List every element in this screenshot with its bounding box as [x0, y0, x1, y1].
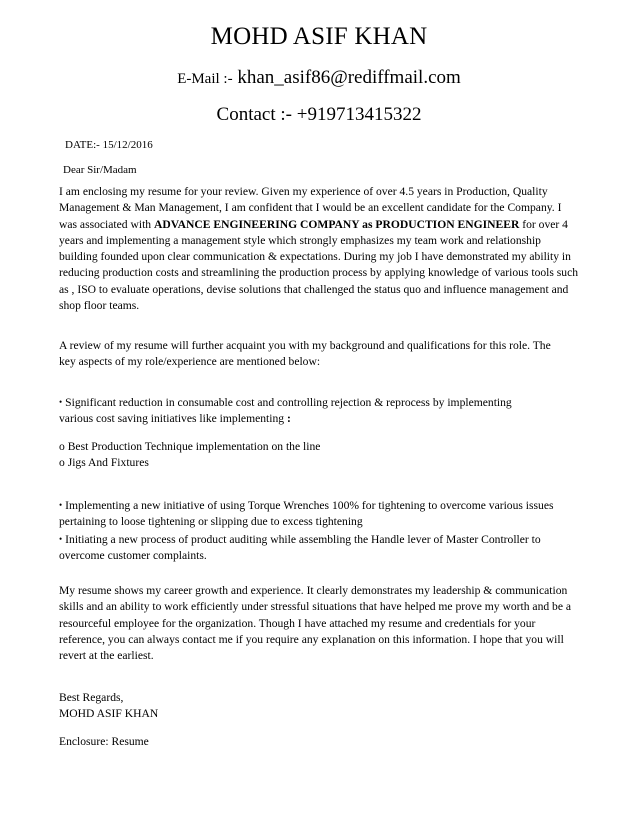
- bullet-line: [59, 394, 594, 411]
- bullet-text: Implementing a new initiative of using Torque Wrenches 100% for tightening to overcome various issues: [65, 499, 554, 512]
- email-line: [0, 66, 638, 91]
- paragraph-line: key aspects of my role/experience are mentioned below:: [59, 355, 321, 369]
- paragraph-line: shop floor teams.: [59, 299, 140, 313]
- paragraph-line: reference, you can always contact me if you require any explanation on this information. I hope that you will: [59, 632, 564, 646]
- bullet-icon: •: [59, 500, 63, 510]
- letter-date: DATE:- 15/12/2016: [65, 139, 153, 151]
- email-address: khan_asif86@rediffmail.com: [237, 67, 461, 88]
- bullet-line: [59, 497, 594, 514]
- paragraph-line: reducing production costs and streamlining the production process by applying knowledge of various tools such: [59, 266, 579, 280]
- paragraph-line: [59, 217, 594, 233]
- bullet-text: Initiating a new process of product auditing while assembling the Handle lever of Master Controller to: [65, 532, 541, 546]
- paragraph-line: revert at the earliest.: [59, 649, 154, 663]
- paragraph-line: skills and an ability to work efficiently under stressful situations that have helped me prove my worth and be a: [59, 600, 572, 614]
- list-item: o Best Production Technique implementation on the line: [59, 440, 321, 453]
- paragraph-line: Management & Man Management, I am confident that I would be an excellent candidate for the Company. I: [59, 201, 562, 215]
- text-fragment: for over 4: [519, 217, 568, 231]
- bullet-item: [59, 394, 594, 428]
- bullet-icon: •: [59, 533, 63, 544]
- text-fragment: was associated with: [59, 217, 154, 231]
- sign-off: [59, 690, 594, 723]
- sub-list: [59, 439, 594, 472]
- email-label: E-Mail :-: [177, 71, 233, 87]
- bullet-icon: •: [59, 397, 63, 407]
- review-paragraph: [59, 338, 594, 371]
- paragraph-line: as , ISO to evaluate operations, devise solutions that challenged the status quo and influence management and: [59, 282, 569, 296]
- paragraph-line: years and implementing a management style which strongly emphasizes my team work and relationship: [59, 233, 541, 247]
- paragraph-line: I am enclosing my resume for your review. Given my experience of over 4.5 years in Production, Quality: [59, 185, 548, 198]
- enclosure-note: Enclosure: Resume: [59, 735, 149, 748]
- bullet-line: overcome customer complaints.: [59, 548, 207, 562]
- salutation: Dear Sir/Madam: [63, 164, 137, 176]
- bullet-line: pertaining to loose tightening or slipping due to excess tightening: [59, 515, 363, 529]
- bullet-line: [59, 531, 594, 548]
- signature-name: MOHD ASIF KHAN: [59, 707, 159, 721]
- closing-paragraph: [59, 583, 594, 664]
- bullet-text: Significant reduction in consumable cost and controlling rejection & reprocess by implementing: [65, 396, 512, 409]
- job-role: PRODUCTION ENGINEER: [375, 217, 520, 231]
- bullet-text: various cost saving initiatives like implementing: [59, 412, 287, 426]
- list-item: o Jigs And Fixtures: [59, 456, 149, 470]
- text-fragment: as: [359, 217, 376, 231]
- paragraph-line: A review of my resume will further acquaint you with my background and qualifications for this role. The: [59, 339, 551, 352]
- paragraph-line: resourceful employee for the organization. Though I have attached my resume and credentials for your: [59, 616, 536, 630]
- bullet-line: [59, 411, 594, 427]
- text-fragment: :: [286, 412, 291, 426]
- regards-text: Best Regards,: [59, 691, 124, 704]
- bullet-group: [59, 497, 594, 564]
- applicant-name: MOHD ASIF KHAN: [210, 23, 428, 50]
- paragraph-line: building founded upon clear communication & expectations. During my job I have demonstrated my ability in: [59, 250, 571, 264]
- paragraph-line: My resume shows my career growth and experience. It clearly demonstrates my leadership & communication: [59, 584, 568, 597]
- intro-paragraph: [59, 184, 594, 314]
- contact-line: Contact :- +919713415322: [216, 104, 422, 125]
- company-name: ADVANCE ENGINEERING COMPANY: [153, 217, 360, 231]
